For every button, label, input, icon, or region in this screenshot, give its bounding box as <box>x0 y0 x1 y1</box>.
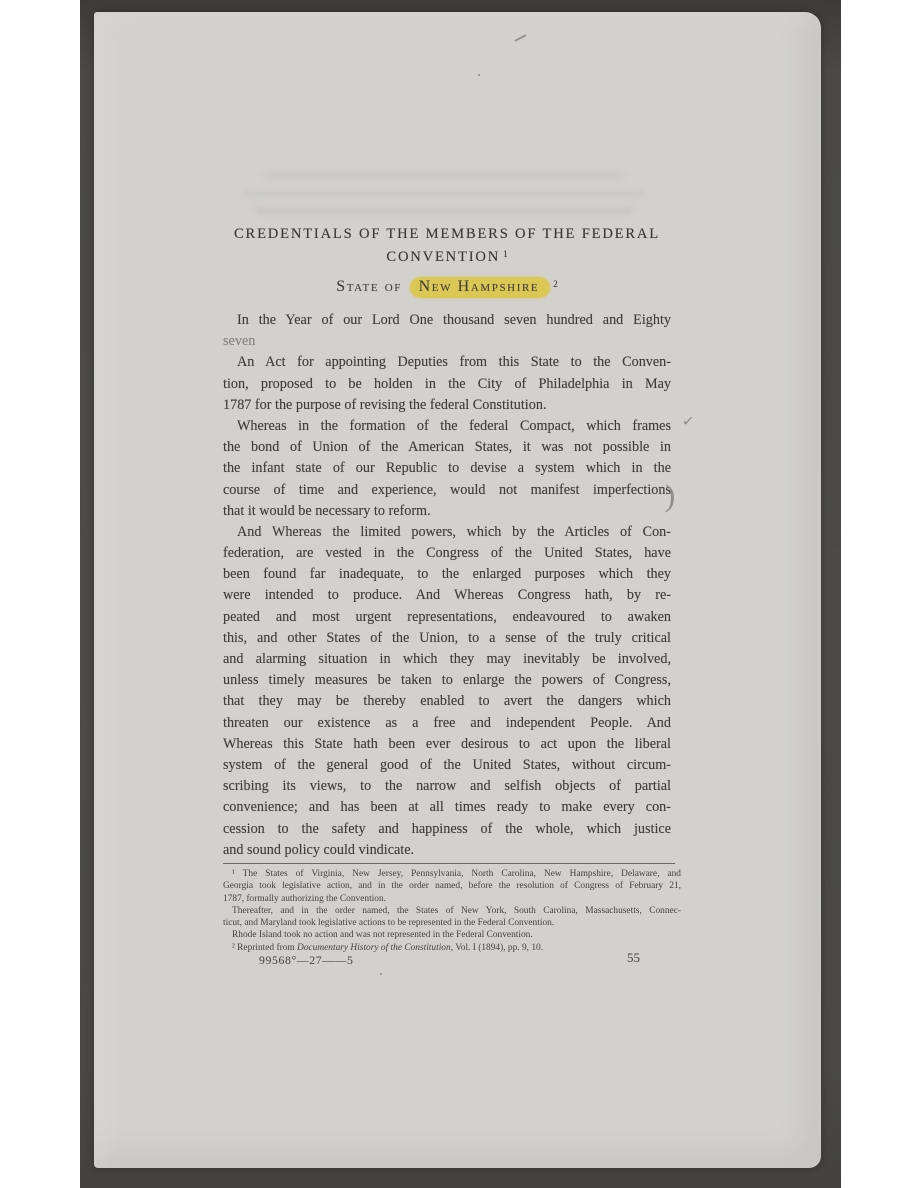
body-line: federation, are vested in the Congress of the United States, have <box>223 545 671 562</box>
body-line: threaten our existence as a free and independent People. And <box>223 714 671 731</box>
document-page <box>94 12 821 1168</box>
footnote-divider <box>223 863 675 864</box>
document-title-line-1 <box>223 226 671 243</box>
body-line: peated and most urgent representations, endeavoured to awaken <box>223 608 671 625</box>
body-line: In the Year of our Lord One thousand seven hundred and Eighty <box>237 312 671 328</box>
paper-speck <box>380 973 382 975</box>
footnote-reference-2: 2 <box>553 279 558 289</box>
document-title-line-2 <box>223 249 671 266</box>
footnote-line: Georgia took legislative action, and in the order named, before the resolution of Congress of February 21, <box>223 881 681 892</box>
footnote-line: ¹ The States of Virginia, New Jersey, Pennsylvania, North Carolina, New Hampshire, Delaware, and <box>232 869 681 879</box>
body-line: the bond of Union of the American States, it was not possible in <box>223 439 671 456</box>
show-through-smudge <box>264 172 624 179</box>
state-subheading <box>223 278 671 296</box>
footnote-line: Thereafter, and in the order named, the States of New York, South Carolina, Massachusetts, Connec- <box>232 905 681 916</box>
body-line: scribing its views, to the narrow and selfish objects of partial <box>223 778 671 795</box>
body-line: system of the general good of the United States, without circum- <box>223 756 671 773</box>
body-line: Whereas in the formation of the federal Compact, which frames <box>237 417 671 434</box>
title-text: CREDENTIALS OF THE MEMBERS OF THE FEDERAL <box>234 226 660 242</box>
body-line: were intended to produce. And Whereas Congress hath, by re- <box>223 587 671 604</box>
body-line: unless timely measures be taken to enlarge the powers of Congress, <box>223 672 671 689</box>
body-line: this, and other States of the Union, to a sense of the truly critical <box>223 629 671 646</box>
body-line: And Whereas the limited powers, which by the Articles of Con- <box>237 523 671 540</box>
body-line: seven <box>223 333 256 350</box>
body-line: been found far inadequate, to the enlarged purposes which they <box>223 566 671 583</box>
page-number: 55 <box>627 950 640 965</box>
show-through-smudge <box>254 207 634 214</box>
pencil-scratch-mark <box>514 34 526 42</box>
body-line: An Act for appointing Deputies from this State to the Conven- <box>237 354 671 371</box>
body-text-block <box>223 310 671 861</box>
scanner-background-mat <box>80 0 841 1188</box>
body-line: that it would be necessary to reform. <box>223 502 431 519</box>
body-line: and alarming situation in which they may inevitably be involved, <box>223 651 671 667</box>
show-through-smudge <box>244 190 644 197</box>
pencil-paren-mark: ) <box>664 477 676 514</box>
printer-code: 99568°—27——5 <box>259 953 354 967</box>
reprint-suffix: , Vol. I (1894), pp. 9, 10. <box>450 942 544 953</box>
paper-speck <box>478 74 480 76</box>
subheading-prefix: State of <box>336 278 402 295</box>
footnote-line: Rhode Island took no action and was not represented in the Federal Convention. <box>232 930 533 941</box>
state-name: New Hampshire <box>418 278 540 295</box>
body-line: and sound policy could vindicate. <box>223 841 415 858</box>
reprint-prefix: ² Reprinted from <box>232 942 298 953</box>
pencil-checkmark: ✓ <box>681 411 696 431</box>
body-line: course of time and experience, would not manifest imperfections <box>223 481 671 498</box>
footnote-reference-1: 1 <box>503 249 508 259</box>
body-line: cession to the safety and happiness of the whole, which justice <box>223 820 671 837</box>
footnote-line: ticut, and Maryland took legislative actions to be represented in the Federal Convention. <box>223 918 555 929</box>
title-text: CONVENTION <box>386 249 501 265</box>
body-line: 1787 for the purpose of revising the federal Constitution. <box>223 396 547 413</box>
yellow-highlight <box>410 277 551 298</box>
body-line: convenience; and has been at all times ready to make every con- <box>223 799 671 816</box>
footnote-line: 1787, formally authorizing the Convention. <box>223 893 386 904</box>
body-line: tion, proposed to be holden in the City of Philadelphia in May <box>223 375 671 392</box>
reprint-book-title: Documentary History of the Constitution <box>297 942 451 953</box>
body-line: that they may be thereby enabled to avert the dangers which <box>223 693 671 710</box>
body-line: the infant state of our Republic to devise a system which in the <box>223 460 671 477</box>
body-line: Whereas this State hath been ever desirous to act upon the liberal <box>223 735 671 752</box>
footnotes-block <box>223 869 681 955</box>
